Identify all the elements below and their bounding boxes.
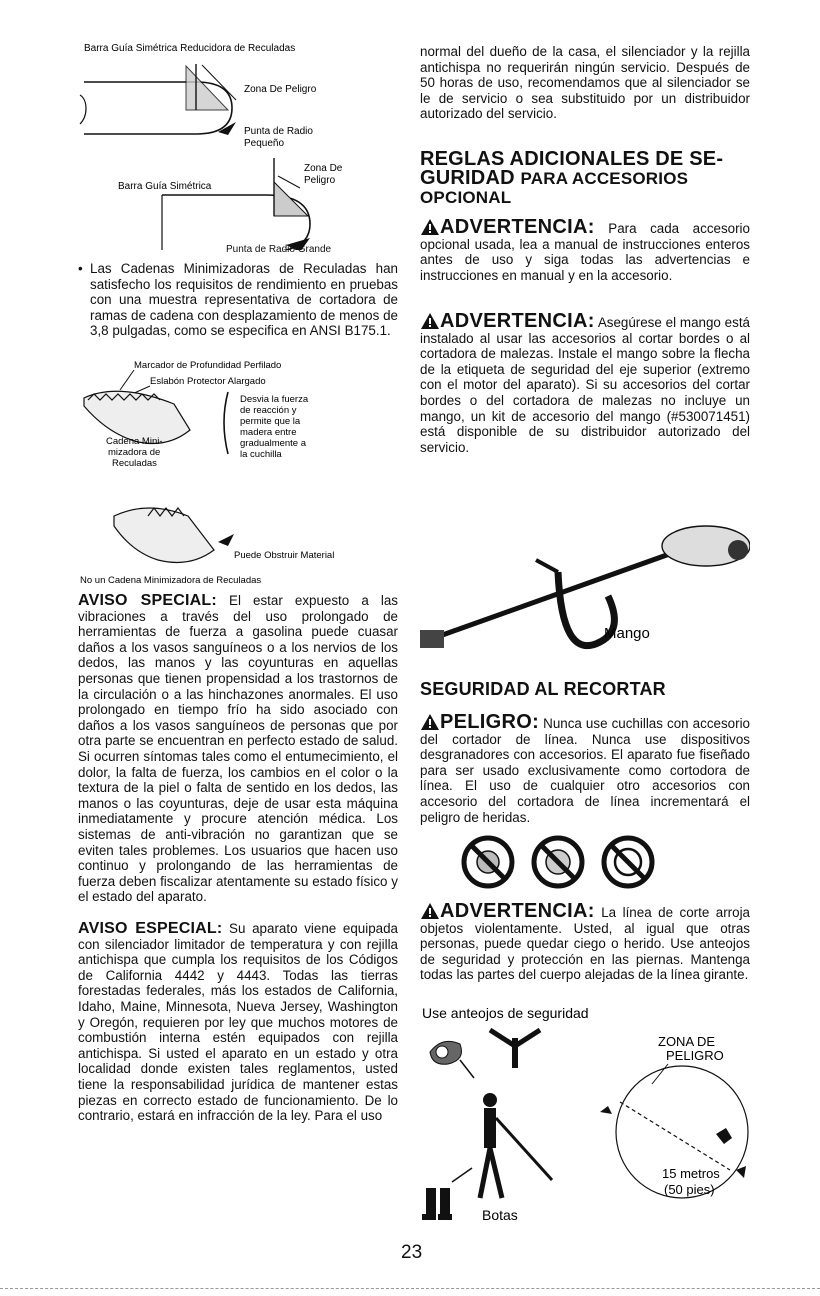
label-puede: Puede Obstruir Material [234, 550, 335, 561]
distance-line [620, 1102, 730, 1170]
label-desvia-4: madera entre [240, 427, 297, 438]
advertencia-2-lead: ADVERTENCIA: [440, 310, 595, 332]
pointer-line [460, 1060, 474, 1078]
aviso-special-text: El estar expuesto a las vibraciones a través del uso prolongado de herramientas de fuerza a gasolina puede cuasar daños a los vasos sanguíneos o a los nervios de los dedos, las manos y las coyunturas en aquellas personas que tienen propensidad a los trastornos de la circulación o a las hinchazones anormales. El uso prolongado en tiempo frío ha sido asociado con daños a los vasos sanguíneos de personas que por otra parte se encuentran en perfecto estado de salud. Si ocurren síntomas tales como el entumecimiento, el dolor, la falta de fuerza, los cambios en el color o la textura de la piel o falta de sentido en los dedos, las manos o las coyunturas, deje de usar esta máquina inmediatamente y procure atención médica. Los sistemas de anti-vibración no garantizan que se eviten tales problemes. Los usuarios que hacen uso continuo y prolongando de las herramientas de fuerza deben fiscalizar atentamente su estado físico y el estado del aparato. [78, 593, 398, 905]
label-desvia-5: gradualmente a [240, 438, 307, 449]
advertencia-1-paragraph [420, 218, 750, 283]
advertencia-1-text: Para cada accesorio opcional usada, lea a manual de instrucciones enteros antes de uso y siga todas las advertencias e instrucciones en manual y en la accesorio. [420, 221, 750, 283]
pointer-line [120, 370, 134, 390]
guide-bar-figure [78, 40, 398, 250]
label-metros: 15 metros [662, 1166, 720, 1181]
fig-caption-top: Barra Guía Simétrica Reducidora de Reculadas [84, 43, 296, 54]
no-tiller-icon [604, 838, 652, 886]
label-zona-de-2: Zona De [304, 163, 343, 174]
trimmer-cap [728, 540, 748, 560]
label-desvia-6: la cuchilla [240, 449, 282, 460]
heading-line-2a: GURIDAD [420, 167, 515, 189]
advertencia-1-lead: ADVERTENCIA: [440, 216, 595, 238]
person-icon [716, 1128, 732, 1144]
heading-line-3: OPCIONAL [420, 188, 512, 207]
page-number: 23 [401, 1242, 423, 1263]
pointer-line [452, 1168, 472, 1182]
bullet-text: Las Cadenas Minimizadoras de Reculadas han satisfecho los requisitos de rendimiento en pruebas con una muestra representativa de cortadora de ramas de cadena con desplazamiento de menos de 3,8 pulgadas, como se especifica en ANSI B175.1. [90, 261, 398, 339]
operator-figure [480, 1030, 552, 1198]
aviso-especial-text: Su aparato viene equipada con silenciador limitador de temperatura y con rejilla antichispa que cumpla los requisitos de los Códigos de California 4442 y 4443. Todas las tierras forestadas federales, más los estados de California, Idaho, Maine, Minnesota, Nueva Jersey, Washington y Oregón, requieren por ley que muchos motores de combustión interna estén equipados con rejilla antichispa. Si usted el aparato en un estado y otra localidad donde existen tales reglamentos, usted tiene la responsabilidad jurídica de mantener estas piezas en correcto estado de funcionamiento. De lo contrario, estará en infracción de la ley. Para el uso [78, 921, 398, 1124]
heading-reglas-adicionales [420, 150, 750, 207]
warning-icon [420, 218, 440, 236]
label-no-un: No un Cadena Minimizadora de Reculadas [80, 575, 262, 586]
bottom-rule [0, 1288, 820, 1289]
advertencia-3-lead: ADVERTENCIA: [440, 900, 595, 922]
danger-zone-figure [420, 1002, 750, 1232]
label-desvia-3: permite que la [240, 416, 301, 427]
heading2-text: SEGURIDAD AL RECORTAR [420, 679, 666, 699]
label-cadena-2: mizadora de [108, 447, 161, 458]
label-eslabon: Eslabón Protector Alargado [150, 376, 266, 387]
heading-line-2 [420, 169, 750, 188]
label-punta-grande: Punta de Radio Grande [226, 244, 332, 255]
standard-chain-drawing [114, 508, 214, 562]
advertencia-2-paragraph [420, 312, 750, 455]
label-peligro: PELIGRO [666, 1048, 724, 1063]
label-desvia-1: Desvia la fuerza [240, 394, 309, 405]
peligro-text: Nunca use cuchillas con accesorio del cortador de línea. Nunca use dispositivos desgranadores con accesorios. El aparato fue fiseñado para ser usado exclusivamente como cortodora de línea. El uso de cualquier otro accesorios con accesorio del cortadora de línea incrementará el peligro de heridas. [420, 716, 750, 825]
bar-end-curve [80, 95, 86, 124]
label-peligro-2: Peligro [304, 175, 336, 186]
label-cadena-1: Cadena Mini- [106, 436, 163, 447]
arrow-icon [218, 534, 234, 546]
label-zona-de: ZONA DE [658, 1034, 716, 1049]
peligro-paragraph [420, 713, 750, 825]
aviso-special-paragraph [78, 593, 398, 905]
label-botas: Botas [482, 1207, 518, 1223]
label-cadena-3: Reculadas [112, 458, 157, 469]
label-pies: (50 pies) [664, 1182, 715, 1197]
warning-icon [420, 902, 440, 920]
warning-icon [420, 312, 440, 330]
label-use-anteojos: Use anteojos de seguridad [422, 1005, 589, 1021]
advertencia-2-text: Asegúrese el mango está instalado al usar las accesorios al cortar bordes o al cortadora de malezas. Instale el mango sobre la flecha de la etiqueta de seguridad del eje superior (extremo con el motor del aparato). Si su accesorios del cortar bordes o del cortadora de malezas no incluye un mango, un kit de accesorio del mango (#530071451) está disponible de su distribuidor autorizado del servicio. [420, 315, 750, 455]
heading-line-2b: PARA ACCESORIOS [520, 169, 689, 188]
bracket-line [224, 392, 228, 454]
heading-line-1: REGLAS ADICIONALES DE SE- [420, 148, 724, 170]
label-zona-peligro-1: Zona De Peligro [244, 84, 317, 95]
continued-paragraph: normal del dueño de la casa, el silenciador y la rejilla antichispa no requerirán ningún servicio. Después de 50 horas de uso, recomendamos que al silenciador se le de servicio o sea substituido por un distribuidor autorizado del servicio. [420, 44, 750, 122]
label-punta-radio-1: Punta de Radio [244, 126, 313, 137]
warning-icon [420, 713, 440, 731]
no-blade-icon [464, 838, 512, 886]
prohibited-accessories-icons [460, 832, 700, 892]
aviso-especial-lead: AVISO ESPECIAL: [78, 920, 223, 937]
label-mango: Mango [604, 625, 650, 642]
no-saw-blade-icon [534, 838, 582, 886]
heading-seguridad-recortar [420, 680, 750, 699]
label-punta-radio-2: Pequeño [244, 138, 285, 149]
bullet-paragraph [78, 261, 398, 339]
zone-pointer-line-2 [278, 176, 300, 188]
advertencia-3-paragraph [420, 902, 750, 983]
label-marcador: Marcador de Profundidad Perfilado [134, 360, 282, 371]
pointer-line [652, 1064, 668, 1084]
handle-grip [536, 560, 558, 572]
label-desvia-2: de reacción y [240, 405, 297, 416]
person-icon [600, 1106, 612, 1114]
bullet-icon: • [78, 261, 83, 276]
aviso-especial-paragraph [78, 921, 398, 1124]
trimmer-head [420, 630, 444, 648]
label-barra-simetrica: Barra Guía Simétrica [118, 181, 212, 192]
advertencia-3-text: La línea de corte arroja objetos violentamente. Usted, al igual que otras personas, puede quedar ciego o herido. Use anteojos de seguridad y protección en las piernas. Mantenga todas las partes del cuerpo alejadas de la línea girante. [420, 905, 750, 983]
chain-figure [78, 356, 398, 588]
goggles-icon [430, 1041, 462, 1064]
aviso-special-lead: AVISO SPECIAL: [78, 592, 217, 609]
trimmer-handle-figure [420, 512, 750, 662]
danger-zone-hatch-2 [274, 182, 308, 216]
boots-icon [422, 1188, 452, 1220]
peligro-lead: PELIGRO: [440, 711, 540, 733]
